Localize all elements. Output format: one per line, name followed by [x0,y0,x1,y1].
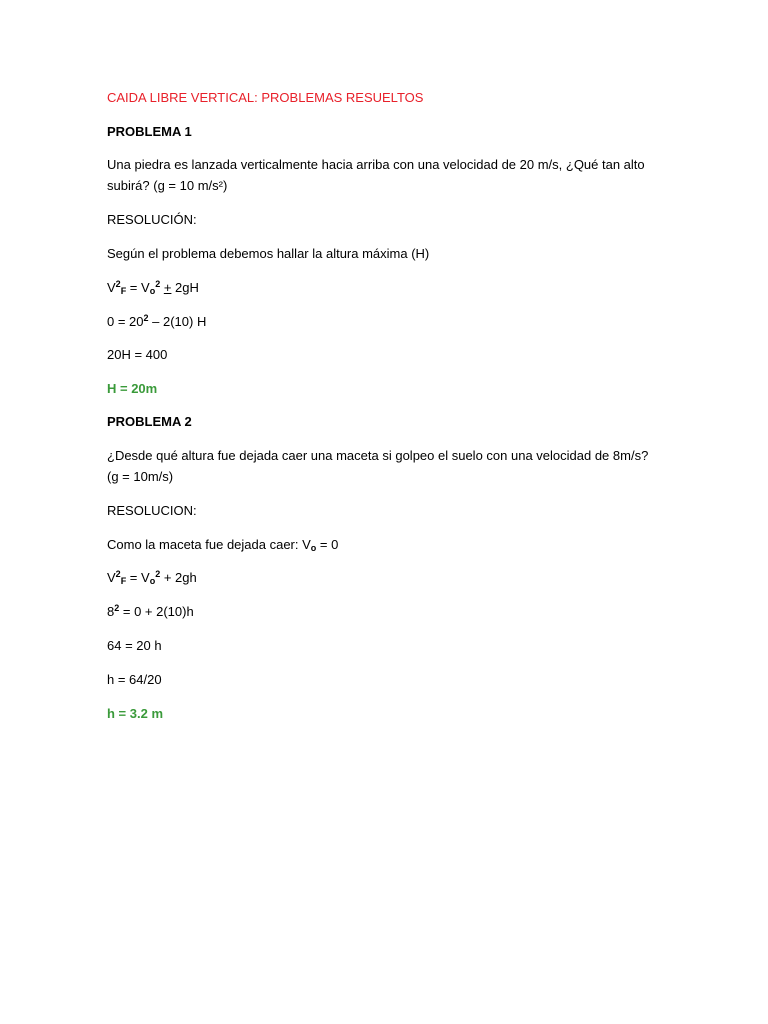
problem1-equation-3: 20H = 400 [107,347,168,362]
problem2-resolution-label: RESOLUCION: [107,503,197,518]
problem2-equation-3: 64 = 20 h [107,638,162,653]
problem2-statement-line1: ¿Desde qué altura fue dejada caer una maceta si golpeo el suelo con una velocidad de 8m/s? [107,448,649,463]
problem1-heading: PROBLEMA 1 [107,124,192,139]
problem1-resolution-label: RESOLUCIÓN: [107,212,197,227]
problem2-step-intro: Como la maceta fue dejada caer: $V_o = 0$ [107,537,339,553]
problem2-answer: h = 3.2 m [107,706,163,721]
problem2-equation-1: $V^2_F = V_o^2 + 2gh$ [107,569,197,586]
problem1-answer: H = 20m [107,381,158,396]
problem1-equation-1: $V^2_F = V_o^2 + 2gH$ [107,279,199,296]
problem2-equation-2: $8^2 = 0 + 2(10)h$ [107,603,194,619]
document-title: CAIDA LIBRE VERTICAL: PROBLEMAS RESUELTOS [107,90,424,105]
problem2-heading: PROBLEMA 2 [107,414,192,429]
problem1-statement-line1: Una piedra es lanzada verticalmente hacia arriba con una velocidad de 20 m/s, ¿Qué tan alto [107,157,645,172]
problem1-step-intro: Según el problema debemos hallar la altura máxima (H) [107,246,430,261]
problem1-statement-line2: subirá? (g = 10 m/s²) [107,178,228,193]
problem2-equation-4: h = 64/20 [107,672,162,687]
problem2-statement-line2: (g = 10m/s) [107,469,174,484]
problem1-equation-2: $0 = 20^2 - 2(10)$ H [107,313,207,329]
